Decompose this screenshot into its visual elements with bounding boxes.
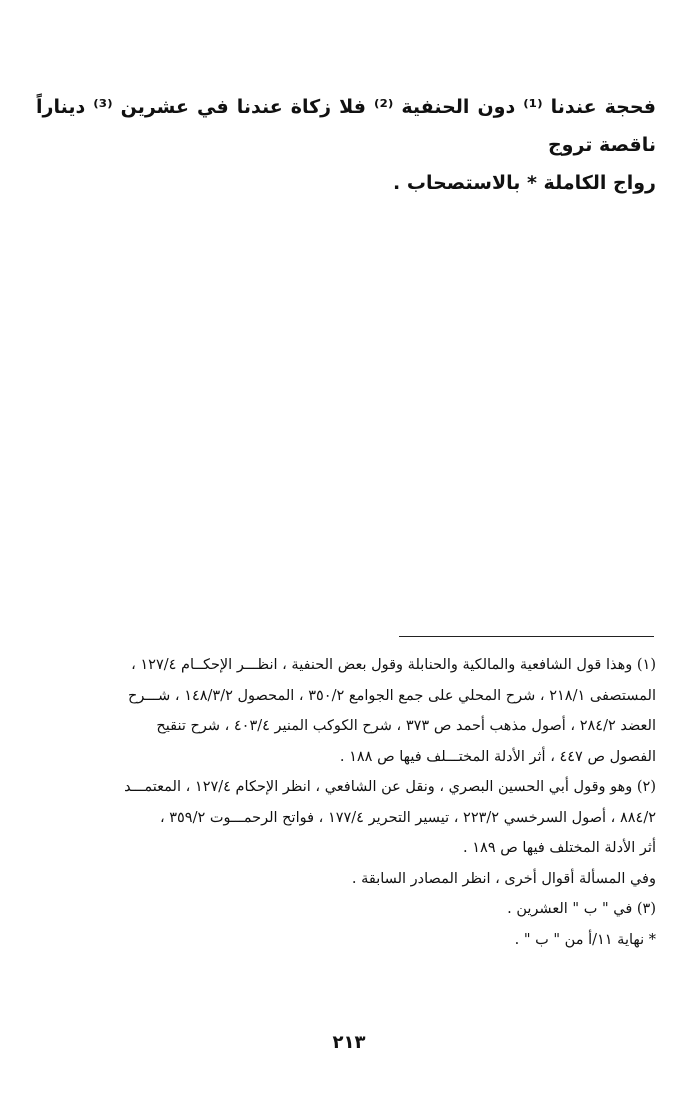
footnote-1-line-2: المستصفى ٢١٨/١ ، شرح المحلي على جمع الجوامع ٣٥٠/٢ ، المحصول ١٤٨/٣/٢ ، شـــرح <box>128 687 656 704</box>
main-text-line-2: رواج الكاملة * بالاستصحاب . <box>393 172 656 194</box>
footnote-2-line-1: (٢) وهو وقول أبي الحسين البصري ، ونقل عن الشافعي ، انظر الإحكام ١٢٧/٤ ، المعتمـــد <box>124 779 656 795</box>
footnote-2-line-3: أثر الأدلة المختلف فيها ص ١٨٩ . <box>463 840 656 856</box>
page-number: ٢١٣ <box>332 1032 366 1053</box>
main-text-line-1: فحجة عندنا ⁽¹⁾ دون الحنفية ⁽²⁾ فلا زكاة عندنا في عشرين ⁽³⁾ ديناراً ناقصة تروج <box>36 96 656 156</box>
footnote-1-line-3: العضد ٢٨٤/٢ ، أصول مذهب أحمد ص ٣٧٣ ، شرح الكوكب المنير ٤٠٣/٤ ، شرح تنقيح <box>156 718 656 734</box>
footnote-2-line-2: ٨٨٤/٢ ، أصول السرخسي ٢٢٣/٢ ، تيسير التحرير ١٧٧/٤ ، فواتح الرحمـــوت ٣٥٩/٢ ، <box>159 809 656 826</box>
folio-marker-note: * نهاية ١١/أ من " ب " . <box>514 931 656 948</box>
footnote-3: (٣) في " ب " العشرين . <box>507 901 656 917</box>
footnote-1-line-1: (١) وهذا قول الشافعية والمالكية والحنابلة وقول بعض الحنفية ، انظـــر الإحكــام ١٢٧/٤ ، <box>131 657 656 673</box>
footnote-2-line-4: وفي المسألة أقوال أخرى ، انظر المصادر السابقة . <box>351 870 656 887</box>
footnote-1-line-4: الفصول ص ٤٤٧ ، أثر الأدلة المختـــلف فيها ص ١٨٨ . <box>339 748 656 765</box>
footnotes <box>44 650 656 955</box>
main-text <box>36 88 656 202</box>
footnote-divider <box>399 636 654 637</box>
